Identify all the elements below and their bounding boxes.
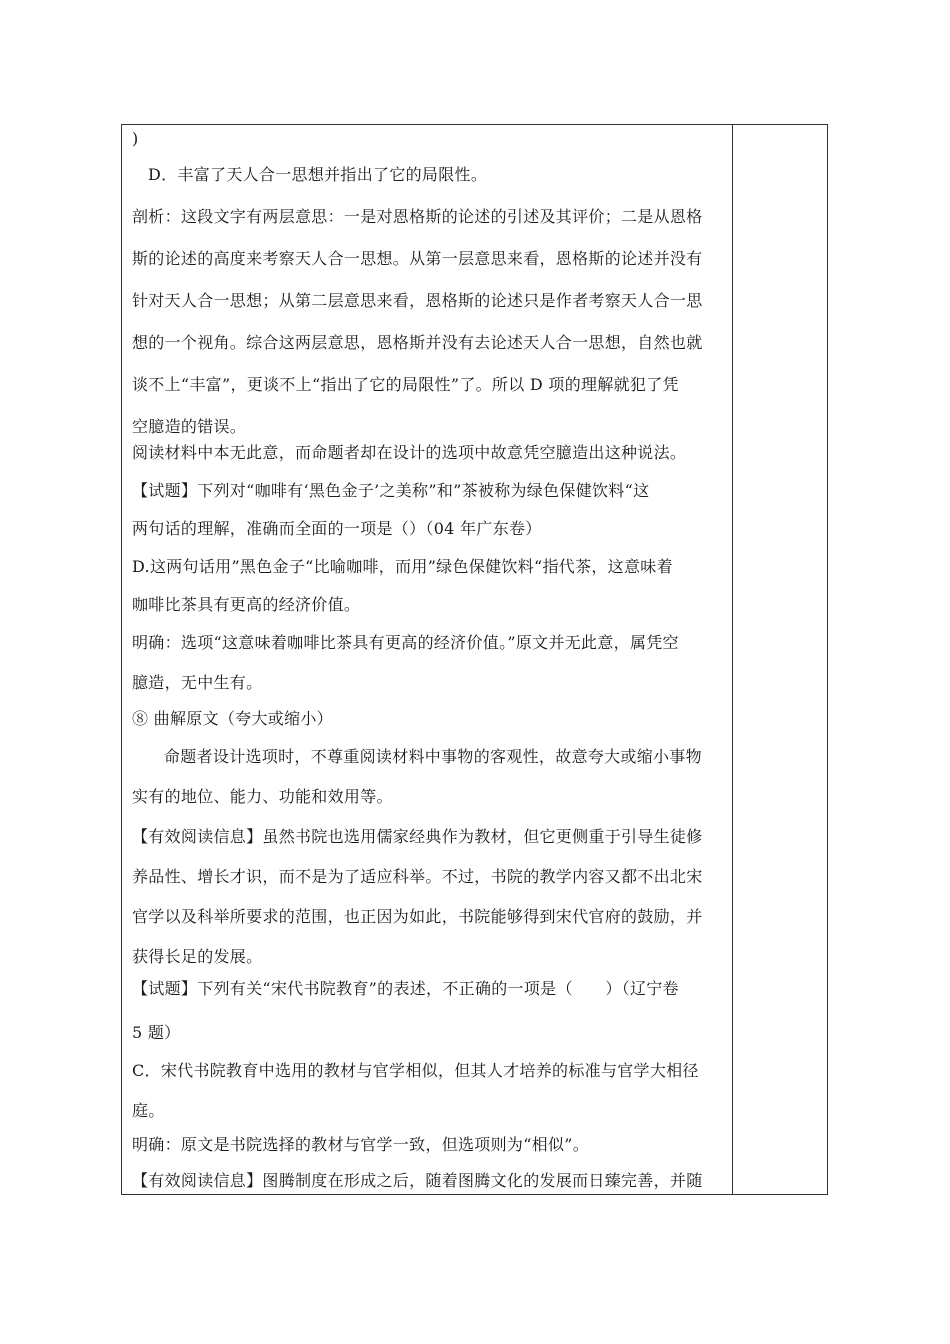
document-table [121,124,828,1195]
text-line: ⑧ 曲解原文（夸大或缩小） [132,709,333,728]
text-line: 养品性、增长才识，而不是为了适应科举。不过，书院的教学内容又都不出北宋 [132,867,703,886]
text-line: 阅读材料中本无此意，而命题者却在设计的选项中故意凭空臆造出这种说法。 [132,443,687,462]
text-line: D.这两句话用”黑色金子“比喻咖啡，而用”绿色保健饮料“指代茶，这意味着 [132,557,673,576]
text-line: 针对天人合一思想；从第二层意思来看，恩格斯的论述只是作者考察天人合一思 [132,291,703,310]
text-line: 获得长足的发展。 [132,947,263,966]
text-line: 谈不上“丰富”，更谈不上“指出了它的局限性”了。所以 D 项的理解就犯了凭 [132,375,679,394]
text-line: D．丰富了天人合一思想并指出了它的局限性。 [148,165,488,184]
text-line: 斯的论述的高度来考察天人合一思想。从第一层意思来看，恩格斯的论述并没有 [132,249,703,268]
text-line: 明确：原文是书院选择的教材与官学一致，但选项则为“相似”。 [132,1135,590,1154]
text-line: 明确：选项“这意味着咖啡比茶具有更高的经济价值。”原文并无此意，属凭空 [132,633,679,652]
text-line: 5 题） [132,1023,181,1042]
text-line: 【试题】下列对“咖啡有‘黑色金子’之美称”和”茶被称为绿色保健饮料“这 [132,481,650,500]
text-line: 空臆造的错误。 [132,417,247,436]
text-line: 【有效阅读信息】图腾制度在形成之后，随着图腾文化的发展而日臻完善，并随 [132,1171,703,1190]
text-line: 剖析：这段文字有两层意思：一是对恩格斯的论述的引述及其评价；二是从恩格 [132,207,703,226]
text-line: 实有的地位、能力、功能和效用等。 [132,787,393,806]
text-line: 咖啡比茶具有更高的经济价值。 [132,595,361,614]
side-column-divider [732,125,733,1194]
text-line: 【试题】下列有关“宋代书院教育”的表述，不正确的一项是（ ）（辽宁卷 [132,979,679,998]
text-line: 臆造，无中生有。 [132,673,263,692]
text-line: ) [132,129,139,148]
text-line: 【有效阅读信息】虽然书院也选用儒家经典作为教材，但它更侧重于引导生徒修 [132,827,703,846]
text-line: C．宋代书院教育中选用的教材与官学相似，但其人才培养的标准与官学大相径 [132,1061,699,1080]
text-line: 两句话的理解，准确而全面的一项是（）（04 年广东卷） [132,519,542,538]
text-line: 命题者设计选项时，不尊重阅读材料中事物的客观性，故意夸大或缩小事物 [164,747,702,766]
text-line: 官学以及科举所要求的范围，也正因为如此，书院能够得到宋代官府的鼓励，并 [132,907,703,926]
text-line: 想的一个视角。综合这两层意思，恩格斯并没有去论述天人合一思想，自然也就 [132,333,703,352]
text-line: 庭。 [132,1101,165,1120]
